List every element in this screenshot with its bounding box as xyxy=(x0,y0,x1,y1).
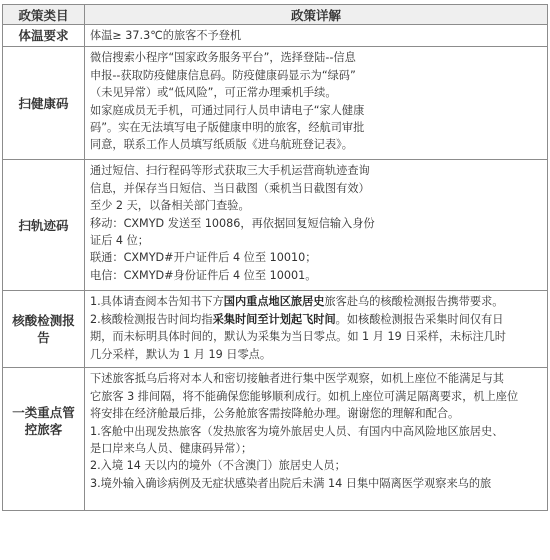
bold-text: 采集时间至计划起飞时间 xyxy=(212,312,336,326)
detail-line: 2.核酸检测报告时间均指采集时间至计划起飞时间。如核酸检测报告采集时间仅有日 xyxy=(90,312,504,326)
detail-cell xyxy=(85,47,548,160)
detail-line: 3.境外输入确诊病例及无症状感染者出院后未满 14 日集中隔离医学观察来乌的旅 xyxy=(90,476,492,490)
detail-cell xyxy=(85,160,548,291)
table-header-row xyxy=(3,5,548,25)
bold-text: 国内重点地区旅居史 xyxy=(223,295,325,309)
category-cell: 体温要求 xyxy=(3,25,85,47)
detail-line: 2.入境 14 天以内的境外（不含澳门）旅居史人员； xyxy=(90,459,346,473)
table-row xyxy=(3,47,548,160)
detail-line: （未见异常）或“低风险”，可正常办理乘机手续。 xyxy=(90,86,337,100)
category-cell xyxy=(3,291,85,368)
policy-table xyxy=(2,4,548,511)
detail-line: 如家庭成员无手机，可通过同行人员申请电子“家人健康 xyxy=(90,103,365,117)
category-cell: 扫轨迹码 xyxy=(3,160,85,291)
category-line: 一类重点管 xyxy=(12,405,75,421)
detail-line: 移动：CXMYD 发送至 10086，再依据回复短信输入身份 xyxy=(90,216,375,230)
detail-line: 通过短信、扫行程码等形式获取三大手机运营商轨迹查询 xyxy=(90,164,370,178)
detail-cell xyxy=(85,368,548,511)
detail-line: 1.客舱中出现发热旅客（发热旅客为境外旅居史人员、有国内中高风险地区旅居史、 xyxy=(90,424,504,438)
table-row xyxy=(3,291,548,368)
detail-line: 它旅客 3 排间隔，将不能确保您能够顺利成行。如机上座位可满足隔离要求，机上座位 xyxy=(90,389,519,403)
detail-line: 期，而未标明具体时间的，默认为采集为当日零点。如 1 月 19 日采样，未标注几时 xyxy=(90,330,506,344)
table-row xyxy=(3,25,548,47)
detail-line: 电信：CXMYD#身份证件后 4 位至 10001。 xyxy=(90,268,317,282)
header-detail: 政策详解 xyxy=(85,5,548,25)
detail-line: 1.具体请查阅本告知书下方国内重点地区旅居史旅客赴乌的核酸检测报告携带要求。 xyxy=(90,295,504,309)
category-cell: 扫健康码 xyxy=(3,47,85,160)
detail-line: 是口岸来乌人员、健康码异常）； xyxy=(90,442,253,456)
detail-line: 同意，联系工作人员填写纸质版《进乌航班登记表》。 xyxy=(90,138,353,152)
category-line: 核酸检测报 xyxy=(12,313,75,329)
category-line: 告 xyxy=(37,330,50,346)
detail-cell xyxy=(85,25,548,47)
detail-line: 码”。实在无法填写电子版健康申明的旅客，经航司审批 xyxy=(90,121,365,135)
detail-line: 信息，并保存当日短信、当日截图（乘机当日截图有效） xyxy=(90,181,370,195)
detail-line: 体温≥ 37.3℃的旅客不予登机 xyxy=(90,29,242,42)
detail-line: 将安排在经济舱最后排，公务舱旅客需按降舱办理。谢谢您的理解和配合。 xyxy=(90,407,460,421)
category-cell xyxy=(3,368,85,511)
detail-line: 下述旅客抵乌后将对本人和密切接触者进行集中医学观察，如机上座位不能满足与其 xyxy=(90,372,504,386)
detail-line: 证后 4 位； xyxy=(90,234,149,248)
detail-line: 微信搜索小程序“国家政务服务平台”，选择登陆--信息 xyxy=(90,51,356,65)
detail-line: 几分采样，默认为 1 月 19 日零点。 xyxy=(90,347,272,361)
table-row xyxy=(3,160,548,291)
detail-cell xyxy=(85,291,548,368)
detail-line: 至少 2 天，以备相关部门查验。 xyxy=(90,199,250,213)
header-category: 政策类目 xyxy=(3,5,85,25)
detail-line: 申报--获取防疫健康信息码。防疫健康码显示为“绿码” xyxy=(90,68,356,82)
table-row xyxy=(3,368,548,511)
category-line: 控旅客 xyxy=(24,422,63,438)
detail-line: 联通：CXMYD#开户证件后 4 位至 10010； xyxy=(90,251,317,265)
